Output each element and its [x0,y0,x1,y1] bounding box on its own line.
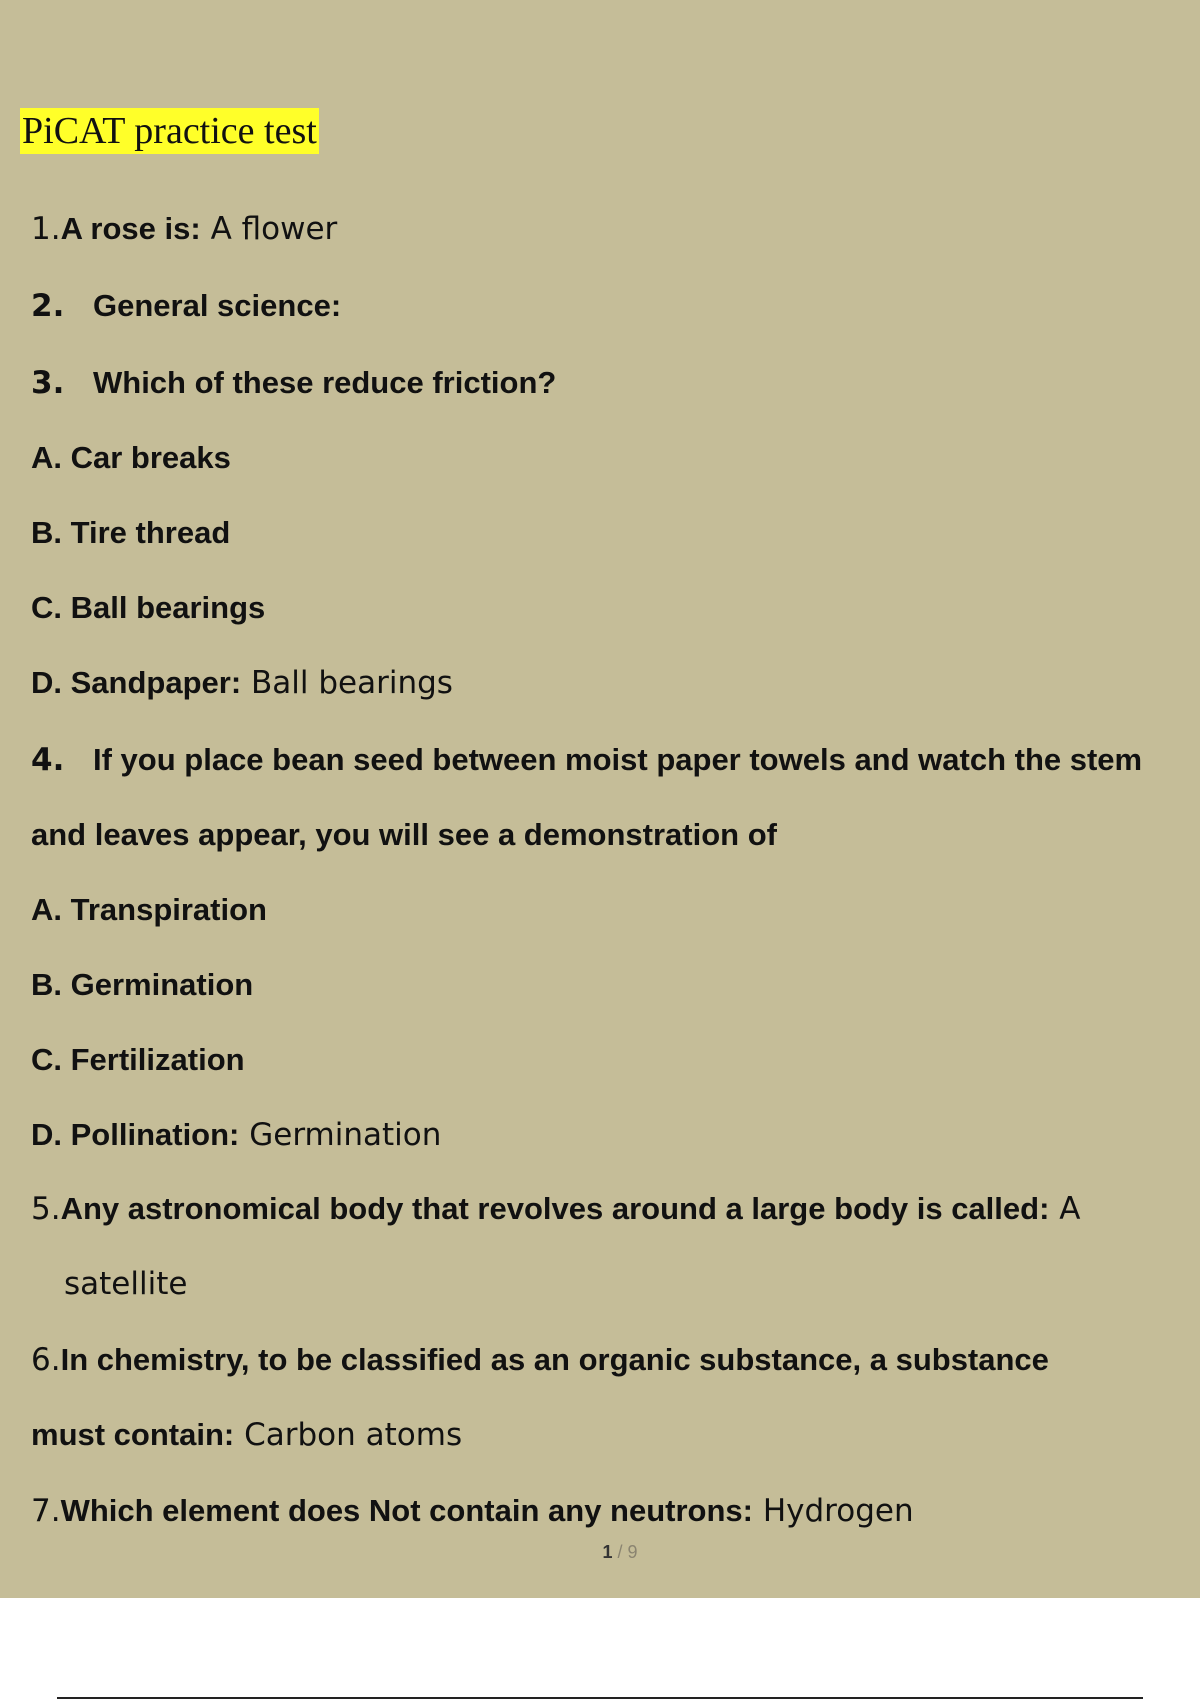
question-text: must contain: [31,1417,235,1452]
question-6-continued [31,1415,462,1455]
current-page: 1 [602,1542,613,1562]
question-number: 7. [31,1493,61,1529]
question-2 [31,286,341,326]
option-a: A. Car breaks [31,440,231,475]
question-number: 3. [31,365,65,401]
option-d [31,1115,441,1155]
option-c: C. Ball bearings [31,590,266,625]
question-text: Any astronomical body that revolves around a large body is called: [60,1191,1050,1226]
question-number: 2. [31,288,65,324]
question-number: 6. [31,1342,61,1378]
answer-text: Hydrogen [762,1493,914,1529]
answer-text: Germination [249,1117,442,1153]
page-indicator [0,1541,1200,1563]
question-text: Which element does Not contain any neutrons: [60,1493,753,1528]
page-title: PiCAT practice test [22,110,317,152]
question-number: 1. [31,211,61,247]
question-5 [31,1189,1080,1229]
question-6 [31,1340,1049,1380]
option-b: B. Tire thread [31,515,231,550]
answer-text: A flower [210,211,338,247]
page-separator: / [617,1542,623,1562]
answer-continued: satellite [64,1266,188,1302]
answer-text: A [1059,1191,1081,1227]
total-pages: 9 [627,1542,638,1562]
question-1 [31,209,337,249]
question-7 [31,1491,914,1531]
question-text: General science: [93,288,342,323]
answer-text: Ball bearings [251,665,453,701]
question-4 [31,740,1142,780]
question-number: 5. [31,1191,61,1227]
page-divider [57,1697,1143,1699]
question-3 [31,363,556,403]
option-c: C. Fertilization [31,1042,245,1077]
question-4-continued: and leaves appear, you will see a demonstration of [31,817,777,852]
option-a: A. Transpiration [31,892,267,927]
question-text: In chemistry, to be classified as an organic substance, a substance [60,1342,1049,1377]
option-label: D. Sandpaper: [31,665,242,700]
option-d [31,663,453,703]
question-text: If you place bean seed between moist paper towels and watch the stem [93,742,1143,777]
question-text: Which of these reduce friction? [93,365,557,400]
answer-text: Carbon atoms [244,1417,463,1453]
question-number: 4. [31,742,65,778]
option-b: B. Germination [31,967,254,1002]
option-label: D. Pollination: [31,1117,240,1152]
question-text: A rose is: [60,211,201,246]
